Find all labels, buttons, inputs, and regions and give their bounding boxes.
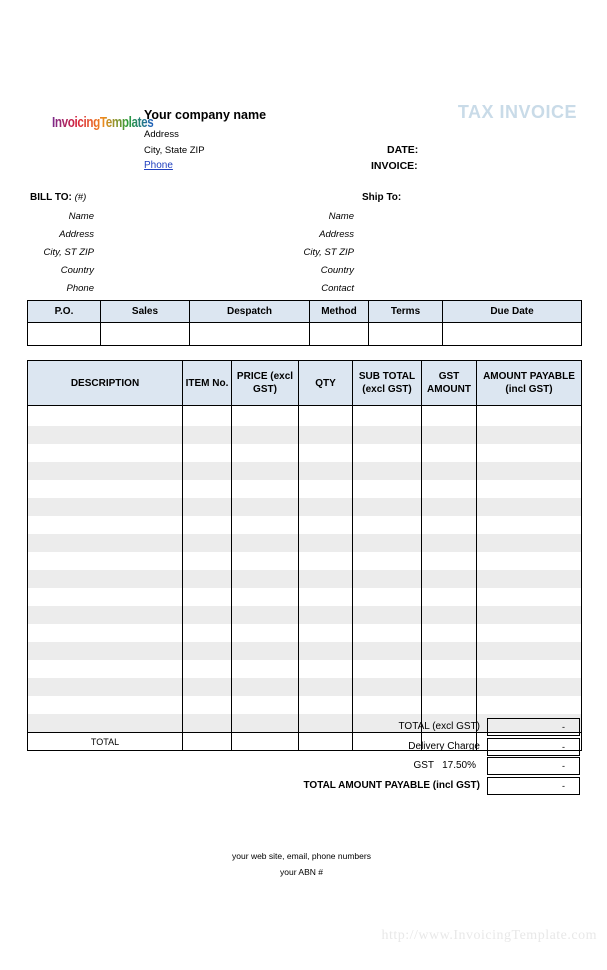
company-address: Address xyxy=(144,129,179,140)
subtotal-cell[interactable] xyxy=(353,516,422,534)
total-payable-value: - xyxy=(487,777,580,795)
bill-to-phone-label: Phone xyxy=(66,283,94,294)
due-date-header: Due Date xyxy=(443,301,582,323)
gst-amount-cell[interactable] xyxy=(422,516,477,534)
table-row[interactable] xyxy=(28,498,582,516)
subtotal-cell[interactable] xyxy=(353,462,422,480)
item-no-cell[interactable] xyxy=(183,534,232,552)
subtotal-cell[interactable] xyxy=(353,552,422,570)
item-no-cell[interactable] xyxy=(183,498,232,516)
bill-to-hash: (#) xyxy=(74,192,87,203)
gst-amount-cell[interactable] xyxy=(422,498,477,516)
subtotal-cell[interactable] xyxy=(353,588,422,606)
subtotal-cell[interactable] xyxy=(353,642,422,660)
table-row[interactable] xyxy=(28,678,582,696)
qty-cell[interactable] xyxy=(299,552,353,570)
gst-amount-cell[interactable] xyxy=(422,588,477,606)
line-items-header-row xyxy=(28,361,582,406)
table-row[interactable] xyxy=(28,696,582,714)
ship-to-address-label: Address xyxy=(319,229,354,240)
description-cell[interactable] xyxy=(28,426,183,444)
sales-header: Sales xyxy=(101,301,190,323)
delivery-charge-value[interactable]: - xyxy=(487,738,580,756)
amount-payable-cell[interactable] xyxy=(477,696,582,714)
qty-cell[interactable] xyxy=(299,570,353,588)
ship-to-country-label: Country xyxy=(320,265,354,276)
bill-to-heading xyxy=(30,192,86,203)
order-info-header-row xyxy=(28,301,582,323)
table-row[interactable] xyxy=(28,552,582,570)
amount-payable-header: AMOUNT PAYABLE (incl GST) xyxy=(477,361,582,406)
gst-amount-cell[interactable] xyxy=(422,426,477,444)
bill-to-label: BILL TO: xyxy=(30,192,72,203)
subtotal-cell[interactable] xyxy=(353,444,422,462)
gst-amount-cell[interactable] xyxy=(422,480,477,498)
order-info-table xyxy=(27,300,582,346)
price-cell[interactable] xyxy=(232,606,299,624)
description-cell[interactable] xyxy=(28,606,183,624)
amount-payable-cell[interactable] xyxy=(477,624,582,642)
price-cell[interactable] xyxy=(232,624,299,642)
amount-payable-cell[interactable] xyxy=(477,462,582,480)
table-row[interactable] xyxy=(28,516,582,534)
table-row[interactable] xyxy=(28,624,582,642)
table-row[interactable] xyxy=(28,406,582,427)
item-no-cell[interactable] xyxy=(183,406,232,427)
subtotal-cell[interactable] xyxy=(353,570,422,588)
item-no-cell[interactable] xyxy=(183,678,232,696)
table-row[interactable] xyxy=(28,462,582,480)
gst-amount-cell[interactable] xyxy=(422,678,477,696)
subtotal-cell[interactable] xyxy=(353,624,422,642)
subtotal-header: SUB TOTAL (excl GST) xyxy=(353,361,422,406)
table-row[interactable] xyxy=(28,606,582,624)
amount-payable-cell[interactable] xyxy=(477,406,582,427)
qty-cell[interactable] xyxy=(299,678,353,696)
qty-cell[interactable] xyxy=(299,406,353,427)
gst-amount-cell[interactable] xyxy=(422,462,477,480)
order-info-value-row[interactable] xyxy=(28,323,582,346)
subtotal-cell[interactable] xyxy=(353,498,422,516)
bill-to-address-label: Address xyxy=(59,229,94,240)
gst-amount-cell[interactable] xyxy=(422,406,477,427)
company-logo xyxy=(52,114,153,131)
qty-cell[interactable] xyxy=(299,624,353,642)
gst-amount-cell[interactable] xyxy=(422,444,477,462)
document-title: TAX INVOICE xyxy=(457,102,577,122)
date-label: DATE: xyxy=(387,144,419,156)
watermark: http://www.InvoicingTemplate.com xyxy=(381,928,597,943)
price-cell[interactable] xyxy=(232,552,299,570)
item-no-cell[interactable] xyxy=(183,426,232,444)
terms-header: Terms xyxy=(369,301,443,323)
table-row[interactable] xyxy=(28,444,582,462)
company-name: Your company name xyxy=(144,108,267,122)
item-no-cell[interactable] xyxy=(183,588,232,606)
terms-cell[interactable] xyxy=(369,323,443,346)
price-cell[interactable] xyxy=(232,480,299,498)
table-row[interactable] xyxy=(28,588,582,606)
description-cell[interactable] xyxy=(28,444,183,462)
bill-to-city-label: City, ST ZIP xyxy=(43,247,94,258)
item-no-cell[interactable] xyxy=(183,462,232,480)
gst-amount-cell[interactable] xyxy=(422,624,477,642)
table-row[interactable] xyxy=(28,660,582,678)
item-no-cell[interactable] xyxy=(183,444,232,462)
price-cell[interactable] xyxy=(232,660,299,678)
description-cell[interactable] xyxy=(28,552,183,570)
method-header: Method xyxy=(310,301,369,323)
qty-cell[interactable] xyxy=(299,642,353,660)
due-date-cell[interactable] xyxy=(443,323,582,346)
amount-payable-cell[interactable] xyxy=(477,642,582,660)
amount-payable-cell[interactable] xyxy=(477,588,582,606)
price-cell[interactable] xyxy=(232,642,299,660)
description-cell[interactable] xyxy=(28,660,183,678)
item-no-cell[interactable] xyxy=(183,606,232,624)
amount-payable-cell[interactable] xyxy=(477,678,582,696)
ship-to-contact-label: Contact xyxy=(321,283,354,294)
gst-amount-cell[interactable] xyxy=(422,642,477,660)
description-cell[interactable] xyxy=(28,498,183,516)
qty-cell[interactable] xyxy=(299,588,353,606)
item-no-cell[interactable] xyxy=(183,480,232,498)
amount-payable-cell[interactable] xyxy=(477,498,582,516)
subtotal-cell[interactable] xyxy=(353,426,422,444)
table-row[interactable] xyxy=(28,570,582,588)
item-no-cell[interactable] xyxy=(183,624,232,642)
qty-cell[interactable] xyxy=(299,606,353,624)
price-cell[interactable] xyxy=(232,534,299,552)
gst-amount-cell[interactable] xyxy=(422,696,477,714)
price-header: PRICE (excl GST) xyxy=(232,361,299,406)
gst-amount-cell[interactable] xyxy=(422,534,477,552)
qty-cell[interactable] xyxy=(299,516,353,534)
po-cell[interactable] xyxy=(28,323,101,346)
company-phone-link[interactable]: Phone xyxy=(144,160,173,171)
gst-amount-cell[interactable] xyxy=(422,606,477,624)
item-no-cell[interactable] xyxy=(183,642,232,660)
description-cell[interactable] xyxy=(28,516,183,534)
item-no-cell[interactable] xyxy=(183,516,232,534)
description-cell[interactable] xyxy=(28,570,183,588)
gst-rate: 17.50% xyxy=(442,760,476,771)
qty-cell[interactable] xyxy=(299,426,353,444)
description-cell[interactable] xyxy=(28,462,183,480)
line-items-table xyxy=(27,360,582,751)
subtotal-cell[interactable] xyxy=(353,480,422,498)
description-cell[interactable] xyxy=(28,642,183,660)
description-cell[interactable] xyxy=(28,588,183,606)
qty-cell[interactable] xyxy=(299,444,353,462)
description-cell[interactable] xyxy=(28,678,183,696)
subtotal-cell[interactable] xyxy=(353,696,422,714)
gst-amount-cell[interactable] xyxy=(422,570,477,588)
description-cell[interactable] xyxy=(28,624,183,642)
ship-to-city-label: City, ST ZIP xyxy=(303,247,354,258)
po-header: P.O. xyxy=(28,301,101,323)
despatch-header: Despatch xyxy=(190,301,310,323)
qty-cell[interactable] xyxy=(299,480,353,498)
ship-to-label: Ship To: xyxy=(362,192,402,203)
amount-payable-cell[interactable] xyxy=(477,606,582,624)
amount-payable-cell[interactable] xyxy=(477,426,582,444)
qty-cell[interactable] xyxy=(299,462,353,480)
amount-payable-cell[interactable] xyxy=(477,480,582,498)
total-excl-gst-value: - xyxy=(487,718,580,736)
qty-header: QTY xyxy=(299,361,353,406)
gst-value: - xyxy=(487,757,580,775)
subtotal-cell[interactable] xyxy=(353,534,422,552)
total-payable-label: TOTAL AMOUNT PAYABLE (incl GST) xyxy=(303,780,480,791)
subtotal-cell[interactable] xyxy=(353,660,422,678)
price-cell[interactable] xyxy=(232,588,299,606)
total-label: TOTAL xyxy=(28,733,183,751)
ship-to-name-label: Name xyxy=(328,211,354,222)
subtotal-cell[interactable] xyxy=(353,606,422,624)
company-city-state-zip: City, State ZIP xyxy=(144,145,205,156)
invoice-label: INVOICE: xyxy=(371,160,418,172)
gst-label: GST xyxy=(413,760,434,771)
amount-payable-cell[interactable] xyxy=(477,660,582,678)
footer-abn-line: your ABN # xyxy=(280,867,323,877)
price-cell[interactable] xyxy=(232,678,299,696)
description-header: DESCRIPTION xyxy=(28,361,183,406)
amount-payable-cell[interactable] xyxy=(477,516,582,534)
total-excl-gst-label: TOTAL (excl GST) xyxy=(398,721,480,732)
table-row[interactable] xyxy=(28,642,582,660)
amount-payable-cell[interactable] xyxy=(477,570,582,588)
qty-cell[interactable] xyxy=(299,696,353,714)
table-row[interactable] xyxy=(28,534,582,552)
price-cell[interactable] xyxy=(232,444,299,462)
logo-text: InvoicingTemplates xyxy=(52,114,154,131)
price-cell[interactable] xyxy=(232,696,299,714)
price-cell[interactable] xyxy=(232,426,299,444)
price-cell[interactable] xyxy=(232,406,299,427)
description-cell[interactable] xyxy=(28,480,183,498)
item-no-header: ITEM No. xyxy=(183,361,232,406)
qty-cell[interactable] xyxy=(299,498,353,516)
footer-contact-line: your web site, email, phone numbers xyxy=(232,851,371,861)
bill-to-name-label: Name xyxy=(68,211,94,222)
gst-amount-cell[interactable] xyxy=(422,552,477,570)
sales-cell[interactable] xyxy=(101,323,190,346)
table-row[interactable] xyxy=(28,426,582,444)
item-no-cell[interactable] xyxy=(183,696,232,714)
table-row[interactable] xyxy=(28,480,582,498)
bill-to-country-label: Country xyxy=(60,265,94,276)
gst-amount-cell[interactable] xyxy=(422,660,477,678)
qty-cell[interactable] xyxy=(299,534,353,552)
item-no-cell[interactable] xyxy=(183,660,232,678)
item-no-cell[interactable] xyxy=(183,570,232,588)
price-cell[interactable] xyxy=(232,462,299,480)
description-cell[interactable] xyxy=(28,696,183,714)
item-no-cell[interactable] xyxy=(183,552,232,570)
price-cell[interactable] xyxy=(232,516,299,534)
subtotal-cell[interactable] xyxy=(353,678,422,696)
description-cell[interactable] xyxy=(28,714,183,733)
despatch-cell[interactable] xyxy=(190,323,310,346)
price-cell[interactable] xyxy=(232,570,299,588)
amount-payable-cell[interactable] xyxy=(477,444,582,462)
delivery-charge-label: Delivery Charge xyxy=(408,741,480,752)
description-cell[interactable] xyxy=(28,534,183,552)
method-cell[interactable] xyxy=(310,323,369,346)
amount-payable-cell[interactable] xyxy=(477,534,582,552)
gst-amount-header: GST AMOUNT xyxy=(422,361,477,406)
qty-cell[interactable] xyxy=(299,660,353,678)
price-cell[interactable] xyxy=(232,498,299,516)
description-cell[interactable] xyxy=(28,406,183,427)
amount-payable-cell[interactable] xyxy=(477,552,582,570)
subtotal-cell[interactable] xyxy=(353,406,422,427)
